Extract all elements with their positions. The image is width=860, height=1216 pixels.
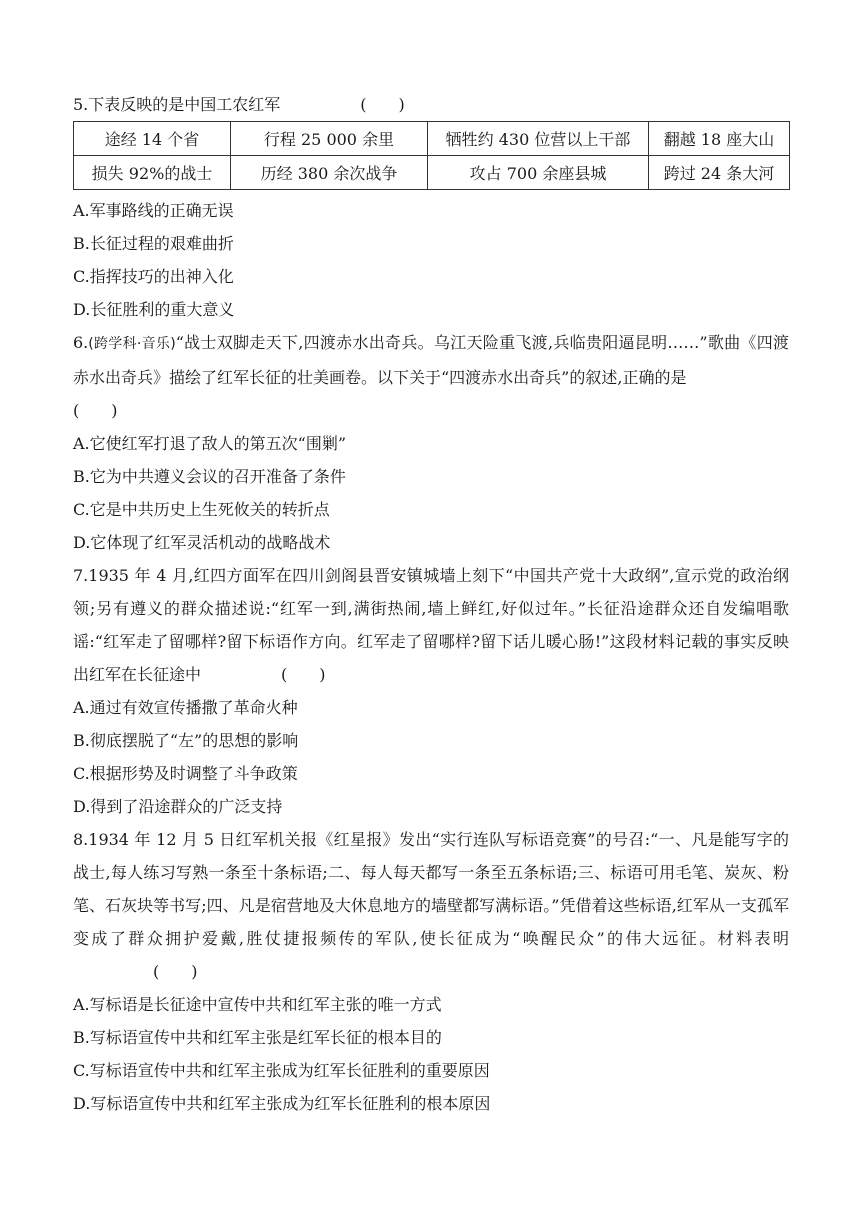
question-7-option-b: B.彻底摆脱了“左”的思想的影响	[73, 731, 299, 750]
question-6-option-c: C.它是中共历史上生死攸关的转折点	[73, 500, 330, 519]
question-8-text: 8.1934 年 12 月 5 日红军机关报《红星报》发出“实行连队写标语竞赛”的号召:“一、凡是能写字的战士,每人练习写熟一条至十条标语;二、每人每天都写一条至五条标语;三、标语可用毛笔、炭灰、粉笔、石灰块等书写;四、凡是宿营地及大休息地方的墙壁都写满标语。”凭借着这些标语,红军从一支孤军变成了群众拥护爱戴,胜仗捷报频传的军队,使长征成为“唤醒民众”的伟大远征。材料表明	[73, 830, 789, 948]
table-cell: 历经 380 余次战争	[231, 156, 428, 190]
question-8-option-c: C.写标语宣传中共和红军主张成为红军长征胜利的重要原因	[73, 1061, 490, 1080]
table-cell: 攻占 700 余座县城	[428, 156, 649, 190]
question-5-text: 5.下表反映的是中国工农红军	[73, 95, 281, 114]
answer-bracket: ( )	[153, 962, 198, 981]
table-cell: 翻越 18 座大山	[649, 122, 790, 156]
question-6-option-a: A.它使红军打退了敌人的第五次“围剿”	[73, 434, 347, 453]
table-cell: 牺牲约 430 位营以上干部	[428, 122, 649, 156]
question-5-option-c: C.指挥技巧的出神入化	[73, 267, 234, 286]
question-6-option-d: D.它体现了红军灵活机动的战略战术	[73, 533, 331, 552]
table-cell: 途经 14 个省	[74, 122, 231, 156]
question-5-option-a: A.军事路线的正确无误	[73, 201, 234, 220]
question-5-stem	[73, 88, 789, 121]
answer-bracket: ( )	[73, 401, 118, 420]
question-6-number: 6.	[73, 333, 89, 352]
document-page	[73, 88, 789, 1120]
question-7-option-c: C.根据形势及时调整了斗争政策	[73, 764, 298, 783]
subject-tag: (跨学科·音乐)	[88, 336, 176, 352]
question-5-table	[73, 121, 790, 190]
question-6-option-b: B.它为中共遵义会议的召开准备了条件	[73, 467, 346, 486]
question-8-stem	[73, 823, 789, 988]
table-cell: 跨过 24 条大河	[649, 156, 790, 190]
question-7-option-a: A.通过有效宣传播撒了革命火种	[73, 698, 298, 717]
question-7-stem	[73, 559, 789, 691]
table-row	[74, 122, 790, 156]
question-8-option-d: D.写标语宣传中共和红军主张成为红军长征胜利的根本原因	[73, 1094, 491, 1113]
question-5-option-d: D.长征胜利的重大意义	[73, 300, 235, 319]
table-cell: 损失 92%的战士	[74, 156, 231, 190]
question-8-option-a: A.写标语是长征途中宣传中共和红军主张的唯一方式	[73, 995, 442, 1014]
question-7-text: 7.1935 年 4 月,红四方面军在四川剑阁县晋安镇城墙上刻下“中国共产党十大政纲”,宣示党的政治纲领;另有遵义的群众描述说:“红军一到,满街热闹,墙上鲜红,好似过年。”长征沿途群众还自发编唱歌谣:“红军走了留哪样?留下标语作方向。红军走了留哪样?留下话儿暖心肠!”这段材料记载的事实反映出红军在长征途中	[73, 566, 789, 684]
table-cell: 行程 25 000 余里	[231, 122, 428, 156]
question-7-option-d: D.得到了沿途群众的广泛支持	[73, 797, 283, 816]
question-6-text: “战士双脚走天下,四渡赤水出奇兵。乌江天险重飞渡,兵临贵阳逼昆明……”歌曲《四渡赤水出奇兵》描绘了红军长征的壮美画卷。以下关于“四渡赤水出奇兵”的叙述,正确的是	[73, 333, 789, 387]
question-8-option-b: B.写标语宣传中共和红军主张是红军长征的根本目的	[73, 1028, 442, 1047]
answer-bracket: ( )	[281, 665, 326, 684]
answer-bracket: ( )	[360, 95, 405, 114]
table-row	[74, 156, 790, 190]
question-5-option-b: B.长征过程的艰难曲折	[73, 234, 234, 253]
question-6-stem	[73, 326, 789, 394]
